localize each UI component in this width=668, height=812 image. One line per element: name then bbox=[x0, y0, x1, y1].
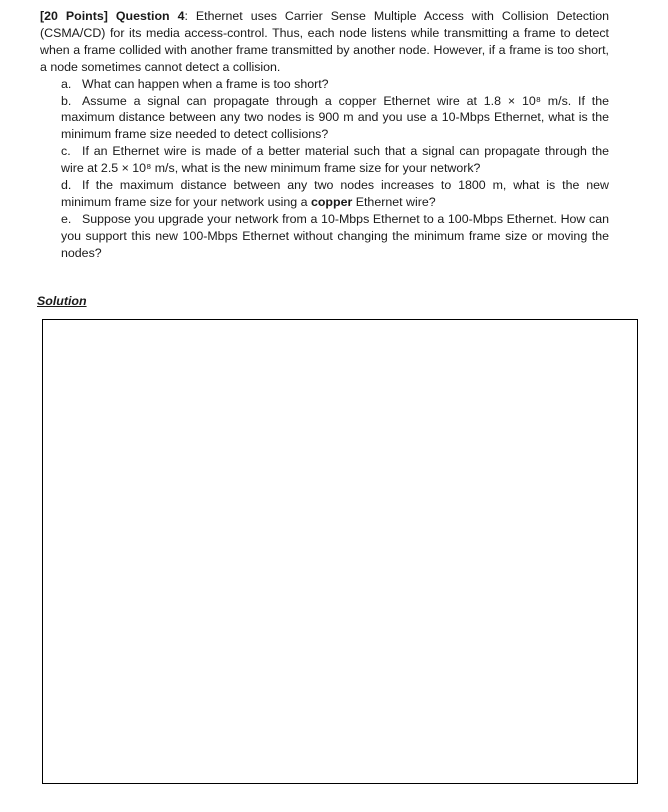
question-part-d bbox=[61, 177, 609, 211]
part-text-before: If the maximum distance between any two nodes increases to 1800 m, what is the new minimum frame size for your network using a bbox=[61, 178, 609, 209]
question-part-a bbox=[61, 76, 609, 93]
question-part-e bbox=[61, 211, 609, 262]
part-text: Assume a signal can propagate through a copper Ethernet wire at 1.8 × 10⁸ m/s. If the maximum distance between any two nodes is 900 m and you use a 10-Mbps Ethernet, what is the minimum frame size needed to detect collisions? bbox=[61, 93, 609, 142]
part-text: If an Ethernet wire is made of a better material such that a signal can propagate through the wire at 2.5 × 10⁸ m/s, what is the new minimum frame size for your network? bbox=[61, 144, 609, 176]
part-letter: a. bbox=[61, 76, 72, 91]
part-emphasis: copper bbox=[310, 194, 353, 209]
part-letter: c. bbox=[61, 144, 71, 159]
part-letter: e. bbox=[61, 211, 72, 226]
question-part-c bbox=[61, 143, 609, 177]
question-block bbox=[40, 8, 609, 262]
part-text: What can happen when a frame is too short? bbox=[82, 76, 329, 91]
question-intro-text: : Ethernet uses Carrier Sense Multiple Access with Collision Detection (CSMA/CD) for its media access-control. Thus, each node listens while transmitting a frame to detect when a frame collided with another frame transmitted by another node. However, if a frame is too short, a node sometimes cannot detect a collision. bbox=[40, 9, 610, 74]
question-parts-list bbox=[40, 76, 609, 262]
question-part-b bbox=[61, 93, 609, 144]
part-text: Suppose you upgrade your network from a 10-Mbps Ethernet to a 100-Mbps Ethernet. How can you support this new 100-Mbps Ethernet without changing the minimum frame size or moving the nodes? bbox=[61, 211, 609, 260]
part-text-after: Ethernet wire? bbox=[352, 194, 436, 209]
solution-label: Solution bbox=[37, 294, 87, 308]
solution-answer-box[interactable] bbox=[42, 319, 638, 784]
part-letter: d. bbox=[61, 178, 72, 193]
part-letter: b. bbox=[61, 93, 72, 108]
question-heading: [20 Points] Question 4 bbox=[40, 9, 185, 23]
question-intro bbox=[40, 8, 609, 76]
